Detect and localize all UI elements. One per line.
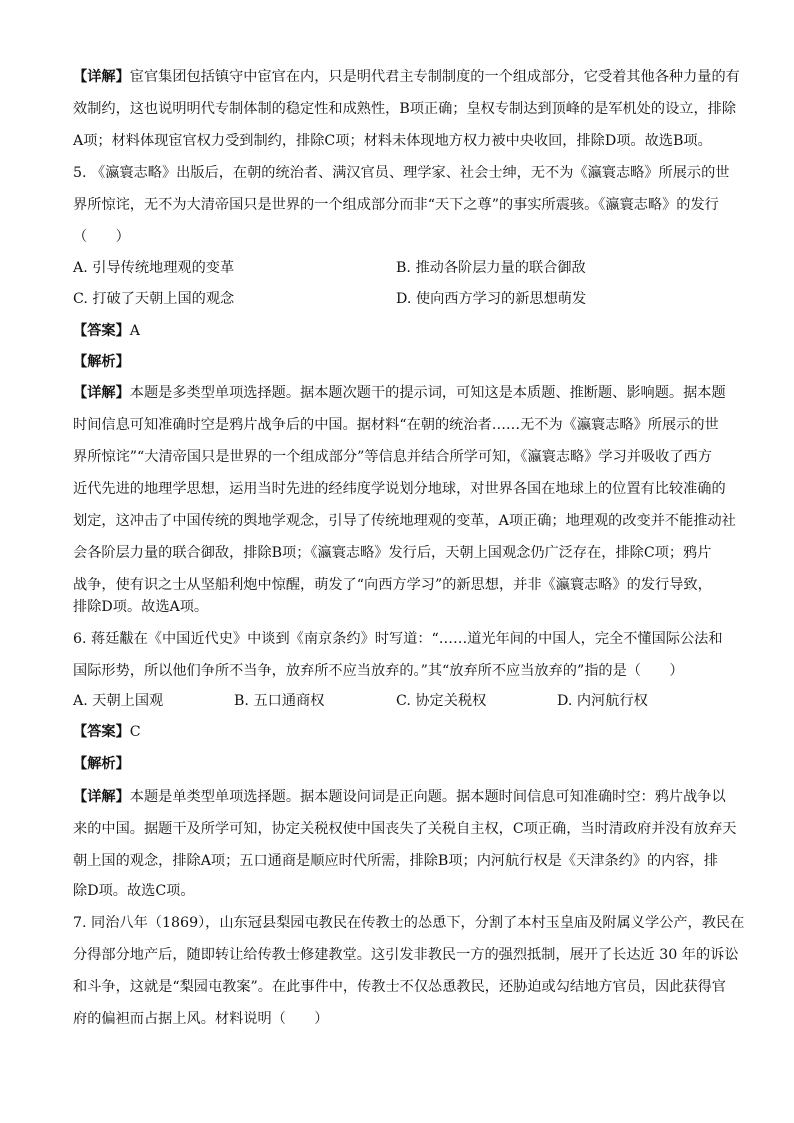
q5-stem-line-3: （ ） xyxy=(73,229,130,245)
q6-option-d: D. 内河航行权 xyxy=(557,693,648,709)
q5-explain-line-8: 排除D项。故选A项。 xyxy=(73,599,209,615)
q5-option-a: A. 引导传统地理观的变革 xyxy=(73,260,235,276)
q7-stem-line-4: 府的偏袒而占据上风。材料说明（ ） xyxy=(73,1011,329,1027)
q6-explain-line-4: 除D项。故选C项。 xyxy=(73,883,195,899)
q5-option-c: C. 打破了天朝上国的观念 xyxy=(73,291,235,307)
q5-explain-line-2: 时间信息可知准确时空是鸦片战争后的中国。据材料“在朝的统治者……无不为《瀛寰志略》所展示的世 xyxy=(73,417,719,433)
q5-explain-line-6: 会各阶层力量的联合御敌，排除B项；《瀛寰志略》发行后，天朝上国观念仍广泛存在，排除C项；鸦片 xyxy=(73,545,712,561)
q5-answer-label: 【答案】 xyxy=(73,323,130,339)
q6-stem-line-2: 国际形势，所以他们争所不当争，放弃所不应当放弃的。”其“放弃所不应当放弃的”指的是（ ） xyxy=(73,663,684,679)
q6-analysis-label: 【解析】 xyxy=(73,756,130,772)
q5-explain-line-7: 战争，使有识之士从坚船利炮中惊醒，萌发了“向西方学习”的新思想，并非《瀛寰志略》的发行导致， xyxy=(73,577,712,593)
q5-explain-line-5: 划定，这冲击了中国传统的舆地学观念，引导了传统地理观的变革，A项正确；地理观的改变并不能推动社 xyxy=(73,513,736,529)
q6-option-a: A. 天朝上国观 xyxy=(73,693,164,709)
q6-option-c: C. 协定关税权 xyxy=(396,693,487,709)
q6-answer-value: C xyxy=(129,724,141,740)
q5-answer-value: A xyxy=(129,323,141,339)
q6-explain-label: 【详解】 xyxy=(73,789,130,805)
q7-stem-line-3: 和斗争，这就是“梨园屯教案”。在此事件中，传教士不仅怂恿教民，还胁迫或勾结地方官员，因此获得官 xyxy=(73,979,726,995)
q5-analysis-label: 【解析】 xyxy=(73,354,130,370)
q5-option-d: D. 使向西方学习的新思想萌发 xyxy=(396,291,587,307)
q5-stem-line-1: 5. 《瀛寰志略》出版后，在朝的统治者、满汉官员、理学家、社会士绅，无不为《瀛寰志略》所展示的世 xyxy=(73,165,730,181)
q5-explain-line-1: 【详解】本题是多类型单项选择题。据本题次题干的提示词，可知这是本质题、推断题、影响题。据本题 xyxy=(73,385,726,401)
q6-explain-line-2: 来的中国。据题干及所学可知，协定关税权使中国丧失了关税自主权，C项正确，当时清政府并没有放弃天 xyxy=(73,821,737,837)
q5-stem-line-2: 界所惊诧，无不为大清帝国只是世界的一个组成部分而非“天下之尊”的事实所震骇。《瀛寰志略》的发行 xyxy=(73,197,719,213)
q6-explain-line-1: 【详解】本题是单类型单项选择题。据本题设问词是正向题。据本题时间信息可知准确时空：鸦片战争以 xyxy=(73,789,726,805)
q5-explain-label: 【详解】 xyxy=(73,385,130,401)
q6-answer xyxy=(73,722,723,742)
q6-answer-label: 【答案】 xyxy=(73,724,130,740)
q6-explain-line-3: 朝上国的观念，排除A项；五口通商是顺应时代所需，排除B项；内河航行权是《天津条约》的内容，排 xyxy=(73,853,718,869)
q7-stem-line-1: 7. 同治八年（1869），山东冠县梨园屯教民在传教士的怂恿下，分割了本村玉皇庙及附属义学公产，教民在 xyxy=(73,915,745,931)
q4-explain-line-1: 【详解】宦官集团包括镇守中宦官在内，只是明代君主专制制度的一个组成部分，它受着其他各种力量的有 xyxy=(73,69,740,85)
q5-explain-line-4: 近代先进的地理学思想，运用当时先进的经纬度学说划分地球，对世界各国在地球上的位置有比较准确的 xyxy=(73,481,726,497)
q4-explain-label: 【详解】 xyxy=(73,69,130,85)
q4-explain-line-2: 效制约，这也说明明代专制体制的稳定性和成熟性，B项正确；皇权专制达到顶峰的是军机处的设立，排除 xyxy=(73,101,737,117)
q4-explain-line-3: A项；材料体现宦官权力受到制约，排除C项；材料未体现地方权力被中央收回，排除D项。故选B项。 xyxy=(73,133,712,149)
q5-explain-line-3: 界所惊诧”“大清帝国只是世界的一个组成部分”等信息并结合所学可知，《瀛寰志略》学习并吸收了西方 xyxy=(73,449,712,465)
q7-stem-line-2: 分得部分地产后，随即转让给传教士修建教堂。这引发非教民一方的强烈抵制，展开了长达近 30 年的诉讼 xyxy=(73,947,739,963)
q5-option-b: B. 推动各阶层力量的联合御敌 xyxy=(396,260,586,276)
q5-answer xyxy=(73,321,723,341)
q6-stem-line-1: 6. 蒋廷黻在《中国近代史》中谈到《南京条约》时写道：“……道光年间的中国人，完全不懂国际公法和 xyxy=(73,631,723,647)
q6-option-b: B. 五口通商权 xyxy=(234,693,325,709)
